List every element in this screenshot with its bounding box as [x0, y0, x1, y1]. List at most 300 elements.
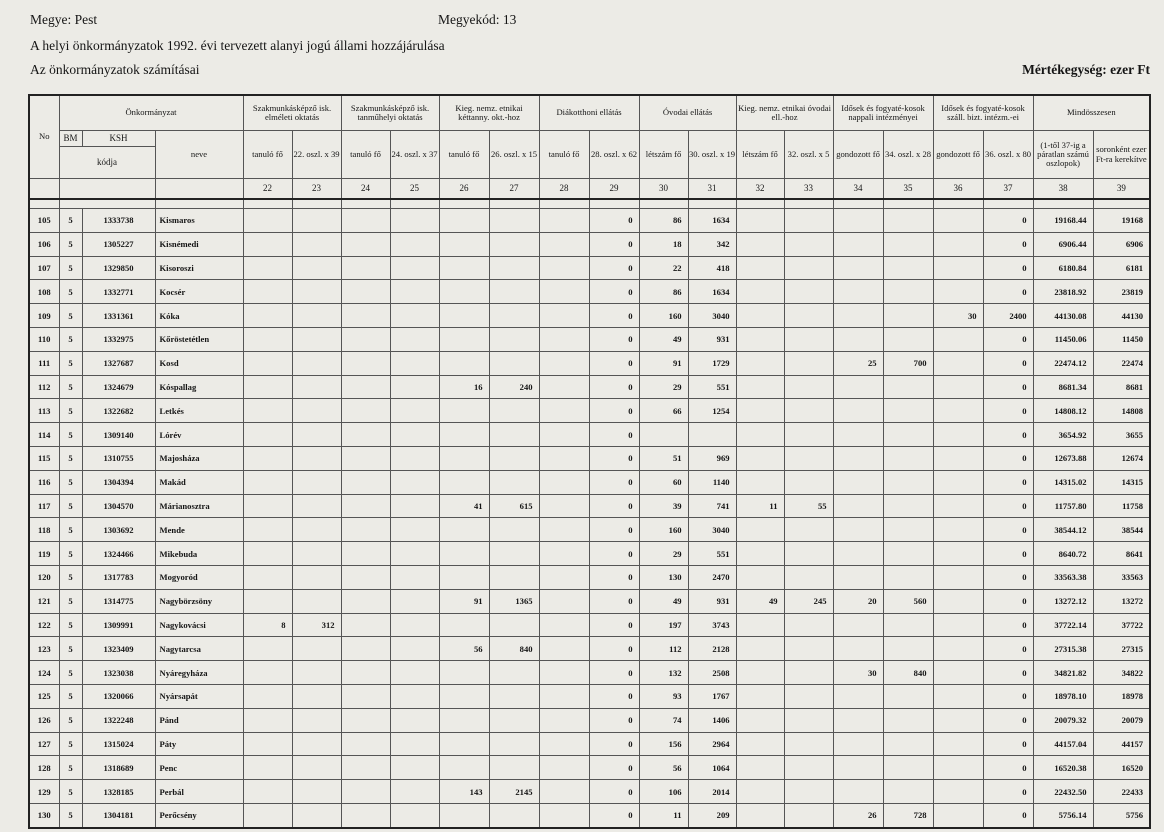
- value-cell: [243, 494, 292, 518]
- code-cell: [59, 423, 155, 447]
- value-cell: [736, 256, 784, 280]
- value-cell: [833, 423, 883, 447]
- value-cell: 11450: [1093, 327, 1150, 351]
- value-cell: [933, 613, 983, 637]
- value-cell: [736, 565, 784, 589]
- value-cell: [439, 327, 489, 351]
- value-cell: [292, 256, 341, 280]
- sub-header: tanuló fő: [243, 131, 292, 179]
- column-number: 23: [292, 179, 341, 200]
- bm-code: 5: [60, 590, 83, 613]
- value-cell: [933, 327, 983, 351]
- value-cell: [243, 780, 292, 804]
- ksh-code: 1304394: [103, 477, 134, 488]
- value-cell: 560: [883, 589, 933, 613]
- sub-header: gondozott fő: [833, 131, 883, 179]
- table-row: [29, 351, 1150, 375]
- value-cell: 342: [688, 232, 736, 256]
- value-cell: 0: [589, 565, 639, 589]
- value-cell: [243, 684, 292, 708]
- table-row: [29, 209, 1150, 233]
- value-cell: [243, 470, 292, 494]
- value-cell: 22474: [1093, 351, 1150, 375]
- value-cell: [539, 232, 589, 256]
- value-cell: [933, 684, 983, 708]
- bm-code: 5: [60, 709, 83, 732]
- value-cell: 5756: [1093, 803, 1150, 827]
- municipality-name: Kóka: [155, 304, 243, 328]
- value-cell: 0: [589, 756, 639, 780]
- bm-code: 5: [60, 566, 83, 589]
- value-cell: [292, 399, 341, 423]
- value-cell: [439, 542, 489, 566]
- value-cell: [883, 209, 933, 233]
- row-number: 121: [29, 589, 59, 613]
- column-number: 24: [341, 179, 390, 200]
- value-cell: 1767: [688, 684, 736, 708]
- sub-header: létszám fő: [639, 131, 688, 179]
- value-cell: [784, 470, 833, 494]
- value-cell: [341, 423, 390, 447]
- col-group-header: Diákotthoni ellátás: [539, 95, 639, 131]
- col-group-header: Szakmunkásképző isk. tanműhelyi oktatás: [341, 95, 439, 131]
- municipality-name: Nagytarcsa: [155, 637, 243, 661]
- value-cell: [933, 351, 983, 375]
- col-group-header: Kieg. nemz. etnikai kéttanny. okt.-hoz: [439, 95, 539, 131]
- value-cell: 11758: [1093, 494, 1150, 518]
- value-cell: 0: [983, 684, 1033, 708]
- value-cell: [341, 780, 390, 804]
- value-cell: [489, 684, 539, 708]
- value-cell: [489, 708, 539, 732]
- value-cell: [292, 589, 341, 613]
- value-cell: [243, 446, 292, 470]
- value-cell: [341, 304, 390, 328]
- value-cell: 3655: [1093, 423, 1150, 447]
- value-cell: [390, 304, 439, 328]
- value-cell: 44130.08: [1033, 304, 1093, 328]
- value-cell: [439, 661, 489, 685]
- table-row: [29, 423, 1150, 447]
- bm-header: BM: [60, 131, 83, 146]
- code-cell: [59, 209, 155, 233]
- municipality-name: Márianosztra: [155, 494, 243, 518]
- ksh-code: 1314775: [103, 596, 134, 607]
- value-cell: [933, 518, 983, 542]
- value-cell: 49: [639, 589, 688, 613]
- table-body: [29, 199, 1150, 828]
- value-cell: 74: [639, 708, 688, 732]
- value-cell: 19168: [1093, 209, 1150, 233]
- value-cell: 840: [883, 661, 933, 685]
- value-cell: 132: [639, 661, 688, 685]
- value-cell: [341, 542, 390, 566]
- value-cell: 2964: [688, 732, 736, 756]
- value-cell: [341, 589, 390, 613]
- value-cell: 0: [983, 803, 1033, 827]
- value-cell: 741: [688, 494, 736, 518]
- value-cell: 0: [983, 494, 1033, 518]
- value-cell: 0: [983, 232, 1033, 256]
- value-cell: [539, 304, 589, 328]
- data-table: [28, 94, 1151, 829]
- value-cell: 2128: [688, 637, 736, 661]
- value-cell: 130: [639, 565, 688, 589]
- value-cell: [833, 470, 883, 494]
- value-cell: [933, 494, 983, 518]
- value-cell: 197: [639, 613, 688, 637]
- value-cell: 22474.12: [1033, 351, 1093, 375]
- code-cell: [59, 613, 155, 637]
- value-cell: [736, 280, 784, 304]
- value-cell: [292, 661, 341, 685]
- table-row: [29, 589, 1150, 613]
- value-cell: [784, 209, 833, 233]
- value-cell: 0: [589, 661, 639, 685]
- value-cell: 29: [639, 375, 688, 399]
- value-cell: [390, 351, 439, 375]
- value-cell: [390, 732, 439, 756]
- value-cell: 16520.38: [1033, 756, 1093, 780]
- value-cell: 6181: [1093, 256, 1150, 280]
- value-cell: 8681: [1093, 375, 1150, 399]
- value-cell: [883, 256, 933, 280]
- bm-code: 5: [60, 447, 83, 470]
- value-cell: [883, 423, 933, 447]
- value-cell: 2508: [688, 661, 736, 685]
- value-cell: 12673.88: [1033, 446, 1093, 470]
- code-cell: [59, 327, 155, 351]
- value-cell: [883, 732, 933, 756]
- value-cell: 44130: [1093, 304, 1150, 328]
- value-cell: [439, 280, 489, 304]
- value-cell: [489, 446, 539, 470]
- value-cell: [736, 327, 784, 351]
- code-cell: [59, 256, 155, 280]
- value-cell: [933, 375, 983, 399]
- value-cell: 931: [688, 589, 736, 613]
- value-cell: 5756.14: [1033, 803, 1093, 827]
- value-cell: 0: [589, 351, 639, 375]
- municipality-name: Letkés: [155, 399, 243, 423]
- table-row: [29, 470, 1150, 494]
- code-cell: [59, 542, 155, 566]
- value-cell: 14808.12: [1033, 399, 1093, 423]
- value-cell: 0: [983, 280, 1033, 304]
- value-cell: [341, 661, 390, 685]
- table-row: [29, 375, 1150, 399]
- value-cell: 0: [983, 351, 1033, 375]
- municipality-name: Makád: [155, 470, 243, 494]
- value-cell: 209: [688, 803, 736, 827]
- value-cell: [736, 732, 784, 756]
- ksh-code: 1323409: [103, 643, 134, 654]
- county-code-label: Megyekód: 13: [438, 12, 517, 27]
- value-cell: 56: [439, 637, 489, 661]
- column-number: 26: [439, 179, 489, 200]
- value-cell: [489, 732, 539, 756]
- value-cell: [341, 613, 390, 637]
- value-cell: [539, 708, 589, 732]
- value-cell: [439, 423, 489, 447]
- document-title: A helyi önkormányzatok 1992. évi tervezett alanyi jogú állami hozzájárulása: [30, 38, 445, 53]
- value-cell: 2400: [983, 304, 1033, 328]
- value-cell: [341, 232, 390, 256]
- value-cell: 0: [983, 780, 1033, 804]
- value-cell: [292, 684, 341, 708]
- value-cell: [243, 518, 292, 542]
- value-cell: [933, 637, 983, 661]
- row-number: 114: [29, 423, 59, 447]
- value-cell: [736, 542, 784, 566]
- value-cell: [883, 637, 933, 661]
- value-cell: [439, 351, 489, 375]
- value-cell: [736, 209, 784, 233]
- value-cell: [292, 756, 341, 780]
- value-cell: 41: [439, 494, 489, 518]
- ksh-code: 1309991: [103, 619, 134, 630]
- value-cell: [833, 280, 883, 304]
- col-group-header: Kieg. nemz. etnikai óvodai ell.-hoz: [736, 95, 833, 131]
- value-cell: 0: [589, 589, 639, 613]
- value-cell: [833, 542, 883, 566]
- value-cell: 12674: [1093, 446, 1150, 470]
- bm-code: 5: [60, 518, 83, 541]
- value-cell: [784, 446, 833, 470]
- value-cell: 91: [439, 589, 489, 613]
- value-cell: 22432.50: [1033, 780, 1093, 804]
- table-row: [29, 661, 1150, 685]
- code-cell: [59, 780, 155, 804]
- code-cell: [59, 351, 155, 375]
- value-cell: [243, 256, 292, 280]
- value-cell: [833, 256, 883, 280]
- value-cell: 0: [983, 732, 1033, 756]
- value-cell: [341, 446, 390, 470]
- bm-code: 5: [60, 376, 83, 399]
- value-cell: [736, 446, 784, 470]
- value-cell: [883, 327, 933, 351]
- column-number: 25: [390, 179, 439, 200]
- bm-code: 5: [60, 328, 83, 351]
- value-cell: [883, 542, 933, 566]
- value-cell: [784, 327, 833, 351]
- municipality-name: Penc: [155, 756, 243, 780]
- value-cell: [390, 613, 439, 637]
- value-cell: [292, 446, 341, 470]
- row-number: 119: [29, 542, 59, 566]
- value-cell: 86: [639, 209, 688, 233]
- value-cell: [833, 708, 883, 732]
- value-cell: [784, 732, 833, 756]
- value-cell: [292, 209, 341, 233]
- value-cell: 11: [639, 803, 688, 827]
- value-cell: 1365: [489, 589, 539, 613]
- value-cell: 0: [983, 565, 1033, 589]
- value-cell: 34821.82: [1033, 661, 1093, 685]
- value-cell: [439, 708, 489, 732]
- value-cell: 931: [688, 327, 736, 351]
- value-cell: [784, 803, 833, 827]
- value-cell: 0: [589, 470, 639, 494]
- value-cell: [341, 518, 390, 542]
- row-number: 107: [29, 256, 59, 280]
- code-cell: [59, 803, 155, 827]
- value-cell: [243, 399, 292, 423]
- code-cell: [59, 375, 155, 399]
- value-cell: [341, 732, 390, 756]
- value-cell: [784, 232, 833, 256]
- value-cell: [390, 232, 439, 256]
- table-row: [29, 542, 1150, 566]
- table-row: [29, 780, 1150, 804]
- value-cell: 2470: [688, 565, 736, 589]
- value-cell: 86: [639, 280, 688, 304]
- value-cell: 1634: [688, 280, 736, 304]
- value-cell: 30: [833, 661, 883, 685]
- ksh-code: 1328185: [103, 786, 134, 797]
- value-cell: 14808: [1093, 399, 1150, 423]
- value-cell: 160: [639, 518, 688, 542]
- value-cell: [736, 684, 784, 708]
- ksh-code: 1322682: [103, 405, 134, 416]
- value-cell: [688, 423, 736, 447]
- value-cell: [736, 803, 784, 827]
- value-cell: [341, 327, 390, 351]
- municipality-name: Nyáregyháza: [155, 661, 243, 685]
- value-cell: [292, 280, 341, 304]
- value-cell: [341, 399, 390, 423]
- ksh-code: 1310755: [103, 453, 134, 464]
- bm-code: 5: [60, 209, 83, 232]
- value-cell: 0: [983, 708, 1033, 732]
- municipality-name: Majosháza: [155, 446, 243, 470]
- value-cell: [243, 756, 292, 780]
- value-cell: [341, 351, 390, 375]
- row-number: 116: [29, 470, 59, 494]
- municipality-name: Perbál: [155, 780, 243, 804]
- value-cell: [784, 637, 833, 661]
- value-cell: [292, 327, 341, 351]
- value-cell: 160: [639, 304, 688, 328]
- value-cell: [292, 494, 341, 518]
- row-number: 120: [29, 565, 59, 589]
- sub-header: tanuló fő: [539, 131, 589, 179]
- value-cell: [736, 780, 784, 804]
- bm-code: 5: [60, 352, 83, 375]
- value-cell: 6906.44: [1033, 232, 1093, 256]
- value-cell: [883, 684, 933, 708]
- value-cell: 22433: [1093, 780, 1150, 804]
- value-cell: [784, 542, 833, 566]
- municipality-name: Mikebuda: [155, 542, 243, 566]
- value-cell: [883, 280, 933, 304]
- value-cell: [489, 256, 539, 280]
- colnum-blank: [29, 179, 59, 200]
- bm-code: 5: [60, 257, 83, 280]
- value-cell: [390, 780, 439, 804]
- code-cell: [59, 637, 155, 661]
- value-cell: [243, 280, 292, 304]
- value-cell: [390, 399, 439, 423]
- column-number: 22: [243, 179, 292, 200]
- value-cell: 0: [589, 232, 639, 256]
- value-cell: 27315.38: [1033, 637, 1093, 661]
- value-cell: [539, 613, 589, 637]
- value-cell: 0: [983, 327, 1033, 351]
- col-group-header: Óvodai ellátás: [639, 95, 736, 131]
- value-cell: 969: [688, 446, 736, 470]
- municipality-name: Nagykovácsi: [155, 613, 243, 637]
- value-cell: 112: [639, 637, 688, 661]
- sub-header: (1-től 37-ig a páratlan számú oszlopok): [1033, 131, 1093, 179]
- value-cell: [933, 232, 983, 256]
- value-cell: [341, 375, 390, 399]
- value-cell: 0: [589, 423, 639, 447]
- bm-code: 5: [60, 423, 83, 446]
- value-cell: 0: [589, 399, 639, 423]
- value-cell: [243, 542, 292, 566]
- value-cell: [243, 304, 292, 328]
- ksh-code: 1331361: [103, 310, 134, 321]
- value-cell: 551: [688, 542, 736, 566]
- value-cell: 0: [983, 256, 1033, 280]
- value-cell: [243, 637, 292, 661]
- code-cell: [59, 470, 155, 494]
- municipality-name: Páty: [155, 732, 243, 756]
- value-cell: 2145: [489, 780, 539, 804]
- col-group-header: Szakmunkásképző isk. elméleti oktatás: [243, 95, 341, 131]
- value-cell: 66: [639, 399, 688, 423]
- value-cell: 1254: [688, 399, 736, 423]
- value-cell: [489, 661, 539, 685]
- value-cell: 418: [688, 256, 736, 280]
- sub-header: 26. oszl. x 15: [489, 131, 539, 179]
- table-row: [29, 256, 1150, 280]
- bm-code: 5: [60, 637, 83, 660]
- value-cell: 51: [639, 446, 688, 470]
- ksh-code: 1323038: [103, 667, 134, 678]
- municipality-name: Kocsér: [155, 280, 243, 304]
- table-row: [29, 803, 1150, 827]
- value-cell: 0: [983, 375, 1033, 399]
- value-cell: [539, 494, 589, 518]
- value-cell: [439, 304, 489, 328]
- value-cell: [439, 803, 489, 827]
- value-cell: 0: [983, 542, 1033, 566]
- column-number: 35: [883, 179, 933, 200]
- column-number: 27: [489, 179, 539, 200]
- value-cell: 13272.12: [1033, 589, 1093, 613]
- value-cell: 3654.92: [1033, 423, 1093, 447]
- ksh-code: 1332975: [103, 334, 134, 345]
- value-cell: 3040: [688, 518, 736, 542]
- value-cell: [933, 209, 983, 233]
- value-cell: [439, 209, 489, 233]
- value-cell: 13272: [1093, 589, 1150, 613]
- value-cell: 49: [639, 327, 688, 351]
- ksh-code: 1309140: [103, 429, 134, 440]
- value-cell: [539, 351, 589, 375]
- value-cell: 700: [883, 351, 933, 375]
- value-cell: 0: [983, 637, 1033, 661]
- value-cell: [833, 375, 883, 399]
- value-cell: 3743: [688, 613, 736, 637]
- code-cell: [59, 304, 155, 328]
- value-cell: [243, 732, 292, 756]
- value-cell: [292, 423, 341, 447]
- value-cell: [933, 803, 983, 827]
